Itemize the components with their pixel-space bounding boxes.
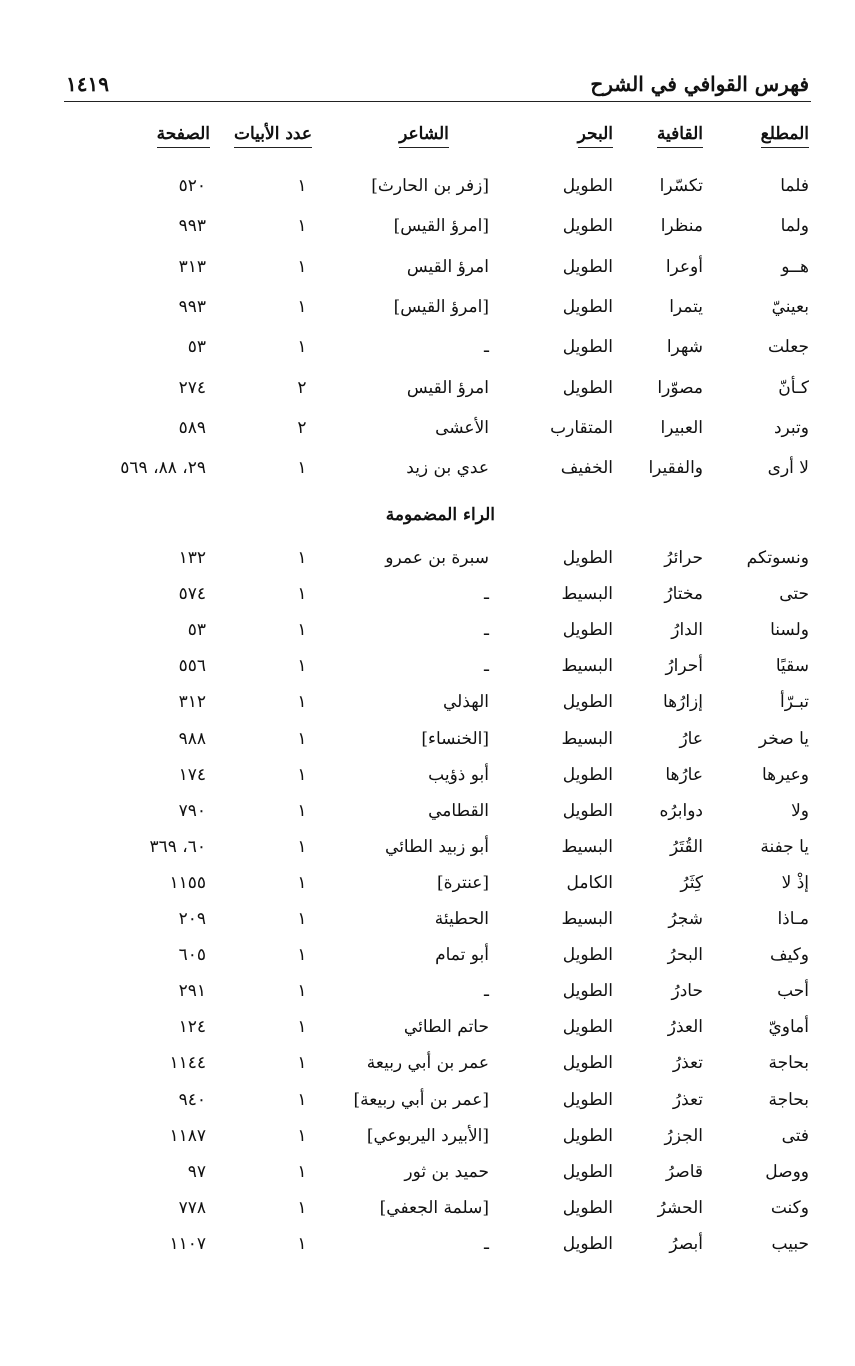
cell-qafia: تكسّرا	[659, 176, 703, 196]
cell-shaer: ـ	[484, 584, 489, 605]
cell-bahr: الطويل	[562, 377, 613, 398]
cell-matla: حتى	[779, 584, 809, 605]
cell-qafia: شجرُ	[668, 909, 703, 929]
section-heading: الراء المضمومة	[385, 505, 495, 525]
table-row	[0, 1162, 855, 1190]
cell-qafia: كِثَرُ	[680, 872, 703, 893]
cell-matla: ونسوتكم	[746, 548, 809, 568]
column-header-count-label: عدد الأبيات	[234, 124, 312, 148]
cell-matla: ولما	[780, 216, 809, 237]
cell-shaer: ـ	[484, 981, 489, 1002]
cell-count: ١	[297, 1161, 307, 1182]
cell-qafia: منظرا	[660, 216, 703, 237]
cell-count: ١	[297, 1017, 307, 1038]
cell-bahr: الطويل	[562, 800, 613, 821]
cell-qafia: دوابرُه	[659, 800, 703, 821]
cell-bahr: البسيط	[561, 836, 613, 857]
cell-bahr: الطويل	[562, 296, 613, 317]
column-header-row	[0, 124, 855, 152]
table-row	[0, 378, 855, 406]
cell-count: ١	[297, 981, 307, 1002]
cell-shaer: ـ	[484, 656, 489, 677]
cell-qafia: القُتَرُ	[669, 836, 703, 857]
cell-matla: يا صخر	[758, 728, 809, 749]
cell-bahr: الطويل	[562, 1233, 613, 1254]
cell-shaer: [عمر بن أبي ربيعة]	[353, 1089, 489, 1110]
cell-page: ٩٤٠	[178, 1089, 206, 1110]
cell-shaer: أبو تمام	[435, 945, 489, 966]
cell-count: ١	[297, 256, 307, 277]
cell-page: ٥٨٩	[178, 417, 206, 438]
cell-bahr: البسيط	[561, 909, 613, 929]
cell-qafia: إزارُها	[662, 692, 703, 713]
table-row	[0, 765, 855, 793]
cell-matla: وكنت	[770, 1197, 809, 1218]
cell-count: ١	[297, 692, 307, 713]
cell-shaer: ـ	[484, 337, 489, 358]
cell-bahr: المتقارب	[550, 417, 613, 438]
cell-count: ١	[297, 764, 307, 785]
column-header-count	[216, 124, 312, 148]
cell-qafia: عارُها	[665, 764, 703, 785]
cell-bahr: الطويل	[562, 256, 613, 277]
table-row	[0, 584, 855, 612]
cell-count: ١	[297, 216, 307, 237]
cell-shaer: أبو ذؤيب	[428, 764, 489, 785]
table-row	[0, 801, 855, 829]
cell-bahr: البسيط	[561, 584, 613, 605]
column-header-shaer-label: الشاعر	[399, 124, 449, 148]
cell-page: ٩٩٣	[178, 216, 206, 237]
cell-shaer: الأعشى	[435, 417, 489, 438]
cell-matla: هــو	[781, 256, 809, 277]
cell-page: ٢٧٤	[178, 377, 206, 398]
cell-page: ٧٩٠	[178, 800, 206, 821]
cell-count: ١	[297, 1089, 307, 1110]
cell-matla: فتى	[781, 1125, 809, 1146]
table-row	[0, 729, 855, 757]
cell-count: ١	[297, 800, 307, 821]
cell-bahr: الطويل	[562, 1125, 613, 1146]
cell-page: ٥٣	[187, 337, 206, 358]
cell-count: ١	[297, 584, 307, 605]
cell-bahr: الطويل	[562, 337, 613, 358]
cell-count: ١	[297, 1197, 307, 1218]
cell-matla: جعلت	[767, 337, 809, 358]
cell-page: ١١٨٧	[169, 1125, 206, 1146]
table-row	[0, 1234, 855, 1262]
table-row	[0, 909, 855, 937]
cell-bahr: الكامل	[566, 872, 613, 893]
column-header-matla-label: المطلع	[761, 124, 809, 148]
cell-count: ٢	[297, 417, 307, 438]
cell-shaer: القطامي	[428, 800, 489, 821]
cell-shaer: سبرة بن عمرو	[385, 548, 489, 568]
table-row	[0, 981, 855, 1009]
cell-qafia: الحشرُ	[657, 1197, 703, 1218]
cell-page: ١٢٤	[178, 1017, 206, 1038]
cell-page: ٧٧٨	[178, 1197, 206, 1218]
cell-qafia: الدارُ	[671, 620, 703, 641]
cell-shaer: حاتم الطائي	[403, 1017, 489, 1038]
table-row	[0, 620, 855, 648]
cell-qafia: قاصرُ	[665, 1161, 703, 1182]
cell-page: ١٧٤	[178, 764, 206, 785]
cell-matla: ووصل	[765, 1161, 809, 1182]
cell-page: ٥٧٤	[178, 584, 206, 605]
table-row	[0, 548, 855, 576]
cell-shaer: [امرؤ القيس]	[393, 296, 489, 317]
table-row	[0, 945, 855, 973]
cell-qafia: أحرارُ	[665, 656, 703, 677]
table-row	[0, 216, 855, 244]
cell-page: ٢٩، ٨٨، ٥٦٩	[120, 458, 206, 479]
cell-page: ٥٢٠	[178, 176, 206, 196]
cell-shaer: الهذلي	[442, 692, 489, 713]
table-row	[0, 257, 855, 285]
column-header-bahr	[513, 124, 613, 148]
cell-matla: بحاجة	[768, 1053, 809, 1074]
running-title: فهرس القوافي في الشرح	[590, 72, 809, 96]
cell-matla: كـأنّ	[778, 377, 809, 398]
table-row	[0, 1198, 855, 1226]
cell-bahr: الطويل	[562, 1017, 613, 1038]
cell-qafia: أوعرا	[665, 256, 703, 277]
cell-page: ٩٧	[187, 1161, 206, 1182]
cell-qafia: أبصرُ	[669, 1233, 703, 1254]
cell-matla: حبيب	[771, 1233, 809, 1254]
cell-matla: أحب	[777, 981, 809, 1002]
cell-bahr: الطويل	[562, 692, 613, 713]
table-row	[0, 176, 855, 204]
cell-qafia: والفقيرا	[648, 458, 703, 479]
cell-matla: لا أرى	[767, 458, 809, 479]
cell-qafia: مختارُ	[664, 584, 703, 605]
column-header-matla	[704, 124, 809, 148]
cell-qafia: تعذرُ	[672, 1053, 703, 1074]
cell-matla: ولسنا	[770, 620, 809, 641]
cell-matla: ولا	[791, 800, 809, 821]
table-row	[0, 458, 855, 486]
cell-bahr: البسيط	[561, 656, 613, 677]
table-row	[0, 1090, 855, 1118]
table-row	[0, 656, 855, 684]
cell-count: ١	[297, 296, 307, 317]
cell-count: ١	[297, 728, 307, 749]
cell-bahr: الطويل	[562, 1089, 613, 1110]
cell-page: ٩٨٨	[178, 728, 206, 749]
cell-matla: وعيرها	[761, 764, 809, 785]
cell-matla: إذْ لا	[781, 872, 809, 893]
cell-shaer: [سلمة الجعفي]	[379, 1197, 489, 1218]
cell-shaer: [زفر بن الحارث]	[371, 176, 489, 196]
cell-shaer: [عنترة]	[437, 872, 489, 893]
cell-qafia: عارُ	[679, 728, 703, 749]
cell-qafia: حرائرُ	[664, 548, 703, 568]
cell-shaer: ـ	[484, 620, 489, 641]
cell-count: ١	[297, 337, 307, 358]
cell-count: ١	[297, 458, 307, 479]
cell-qafia: الجزرُ	[664, 1125, 703, 1146]
cell-page: ٦٠٥	[178, 945, 206, 966]
cell-count: ١	[297, 1053, 307, 1074]
cell-qafia: شهرا	[666, 337, 703, 358]
cell-bahr: الطويل	[562, 620, 613, 641]
cell-matla: تبـرّأ	[780, 692, 809, 713]
cell-page: ٣١٢	[178, 692, 206, 713]
cell-page: ١١٠٧	[169, 1233, 206, 1254]
table-row	[0, 1126, 855, 1154]
cell-qafia: البحرُ	[667, 945, 703, 966]
cell-bahr: الطويل	[562, 1197, 613, 1218]
cell-shaer: عدي بن زيد	[406, 458, 489, 479]
cell-count: ١	[297, 909, 307, 929]
cell-bahr: البسيط	[561, 728, 613, 749]
cell-matla: فلما	[780, 176, 809, 196]
cell-bahr: الطويل	[562, 945, 613, 966]
cell-shaer: عمر بن أبي ربيعة	[366, 1053, 489, 1074]
cell-matla: أماويّ	[768, 1017, 809, 1038]
cell-shaer: الحطيئة	[434, 909, 489, 929]
cell-bahr: الطويل	[562, 1161, 613, 1182]
column-header-page	[148, 124, 210, 148]
cell-shaer: [الخنساء]	[421, 728, 489, 749]
column-header-bahr-label: البحر	[578, 124, 613, 148]
cell-bahr: الطويل	[562, 764, 613, 785]
table-row	[0, 837, 855, 865]
cell-qafia: مصوّرا	[657, 377, 703, 398]
cell-matla: وكيف	[769, 945, 809, 966]
cell-qafia: تعذرُ	[672, 1089, 703, 1110]
cell-matla: مـاذا	[777, 909, 809, 929]
cell-matla: سقيًا	[775, 656, 809, 677]
cell-count: ١	[297, 872, 307, 893]
table-row	[0, 1053, 855, 1081]
cell-bahr: الطويل	[562, 216, 613, 237]
cell-matla: بحاجة	[768, 1089, 809, 1110]
cell-page: ٢٩١	[178, 981, 206, 1002]
cell-count: ٢	[297, 377, 307, 398]
page-number: ١٤١٩	[66, 72, 109, 96]
table-row	[0, 692, 855, 720]
cell-shaer: حميد بن ثور	[404, 1161, 489, 1182]
cell-count: ١	[297, 1233, 307, 1254]
cell-shaer: أبو زبيد الطائي	[385, 836, 489, 857]
cell-count: ١	[297, 620, 307, 641]
cell-page: ١٣٢	[178, 548, 206, 568]
cell-page: ٦٠، ٣٦٩	[149, 836, 206, 857]
cell-count: ١	[297, 836, 307, 857]
column-header-qafia-label: القافية	[657, 124, 703, 148]
cell-bahr: الطويل	[562, 1053, 613, 1074]
cell-bahr: الطويل	[562, 176, 613, 196]
cell-page: ١١٥٥	[169, 872, 206, 893]
cell-shaer: ـ	[484, 1233, 489, 1254]
cell-shaer: [الأبيرد اليربوعي]	[366, 1125, 489, 1146]
table-row	[0, 418, 855, 446]
header-rule	[64, 101, 811, 102]
cell-page: ٢٠٩	[178, 909, 206, 929]
cell-matla: يا جفنة	[760, 836, 809, 857]
cell-count: ١	[297, 548, 307, 568]
cell-shaer: امرؤ القيس	[406, 256, 489, 277]
cell-page: ٩٩٣	[178, 296, 206, 317]
cell-shaer: [امرؤ القيس]	[393, 216, 489, 237]
cell-count: ١	[297, 945, 307, 966]
table-row	[0, 873, 855, 901]
cell-count: ١	[297, 1125, 307, 1146]
cell-qafia: العذرُ	[667, 1017, 703, 1038]
cell-qafia: حادرُ	[671, 981, 703, 1002]
table-row	[0, 297, 855, 325]
cell-page: ١١٤٤	[169, 1053, 206, 1074]
cell-shaer: امرؤ القيس	[406, 377, 489, 398]
column-header-shaer	[359, 124, 489, 148]
cell-matla: وتبرد	[773, 417, 809, 438]
column-header-page-label: الصفحة	[157, 124, 210, 148]
cell-bahr: الطويل	[562, 548, 613, 568]
cell-page: ٥٣	[187, 620, 206, 641]
cell-qafia: يتمرا	[669, 296, 703, 317]
cell-page: ٣١٣	[178, 256, 206, 277]
column-header-qafia	[611, 124, 703, 148]
cell-bahr: الطويل	[562, 981, 613, 1002]
table-row	[0, 1017, 855, 1045]
table-row	[0, 337, 855, 365]
cell-matla: بعينيّ	[771, 296, 809, 317]
cell-count: ١	[297, 176, 307, 196]
cell-bahr: الخفيف	[560, 458, 613, 479]
cell-count: ١	[297, 656, 307, 677]
cell-page: ٥٥٦	[178, 656, 206, 677]
cell-qafia: العبيرا	[660, 417, 703, 438]
